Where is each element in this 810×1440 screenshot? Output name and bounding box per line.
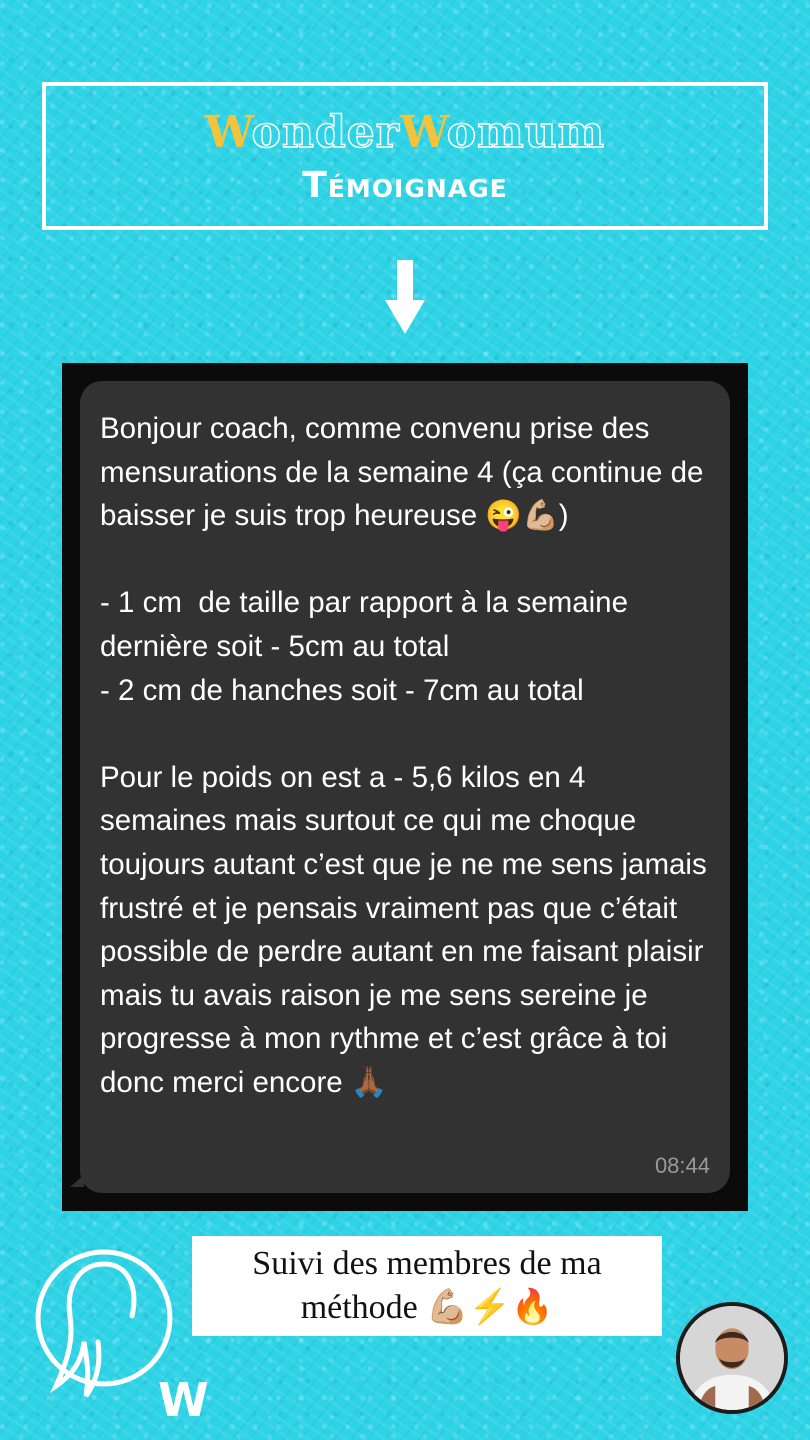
brand-name <box>205 107 605 159</box>
caption-line-2: méthode 💪🏼⚡🔥 <box>300 1289 554 1326</box>
wonderwomum-logo-icon <box>26 1246 216 1426</box>
arrow-down-icon <box>383 258 427 336</box>
message-timestamp: 08:44 <box>654 1153 710 1178</box>
coach-avatar <box>676 1302 788 1414</box>
caption-box <box>192 1236 662 1336</box>
page-subtitle: Témoignage <box>302 164 508 206</box>
brand-w2: W <box>399 106 447 158</box>
brand-w1: W <box>204 106 252 158</box>
title-box <box>42 82 768 230</box>
message-bubble <box>80 381 730 1193</box>
message-text: Bonjour coach, comme convenu prise des mensurations de la semaine 4 (ça continue de baisser je suis trop heureuse 😜💪🏼) - 1 cm de taille par rapport à la semaine dernière soit - 5cm au total - 2 cm de hanches soit - 7cm au total Pour le poids on est a - 5,6 kilos en 4 semaines mais surtout ce qui me choque toujours autant c’est que je ne me sens jamais frustré et je pensais vraiment pas que c’était possible de perdre autant en me faisant plaisir mais tu avais raison je me sens sereine je progresse à mon rythme et c’est grâce à toi donc merci encore 🙏🏾 <box>100 412 707 1099</box>
caption-line-1: Suivi des membres de ma <box>252 1245 602 1282</box>
coach-portrait-icon <box>680 1306 784 1410</box>
svg-text:W: W <box>158 1373 209 1426</box>
chat-screenshot <box>62 363 748 1211</box>
brand-part1: onder <box>251 106 400 158</box>
brand-part2: omum <box>446 106 606 158</box>
